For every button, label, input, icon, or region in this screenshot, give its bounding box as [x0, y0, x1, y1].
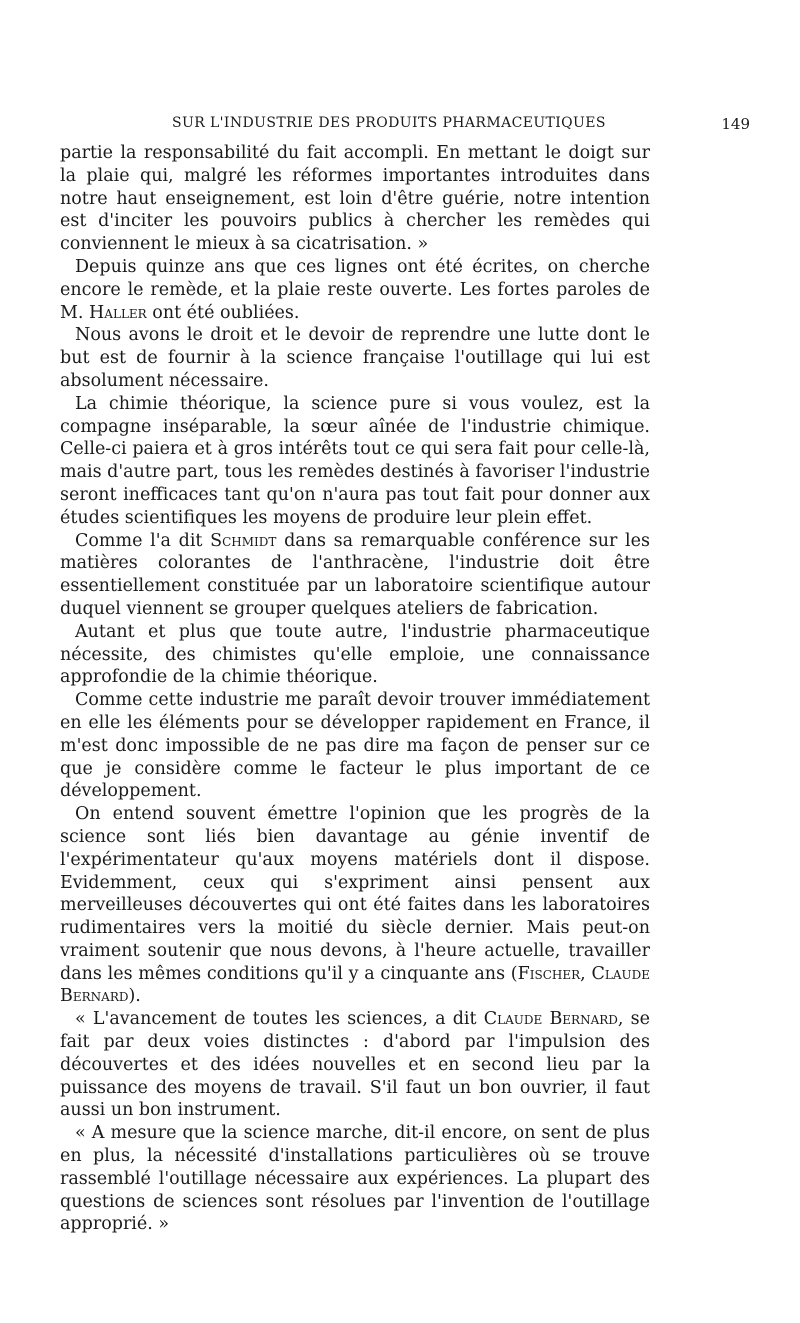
paragraph	[60, 1122, 650, 1236]
paragraph-text: ont été oubliées.	[146, 302, 300, 323]
author-name-schmidt: Schmidt	[210, 530, 277, 551]
paragraph	[60, 324, 650, 392]
paragraph-text: partie la responsabilité du fait accompli. En mettant le doigt sur la plaie qui, malgré les réformes importantes introduites dans notre haut enseignement, est loin d'être guérie, notre intention est d'inciter les pouvoirs publics à chercher les remèdes qui conviennent le mieux à sa cicatrisation. »	[60, 143, 650, 255]
paragraph-text: ).	[128, 986, 141, 1007]
paragraph	[60, 689, 650, 803]
paragraph-text: Nous avons le droit et le devoir de reprendre une lutte dont le but est de fournir à la science française l'outillage qui lui est absolument nécessaire.	[60, 325, 650, 391]
paragraph-text: « L'avancement de toutes les sciences, a dit	[75, 1009, 484, 1030]
paragraph-text: On entend souvent émettre l'opinion que les progrès de la science sont liés bien davantage au génie inventif de l'expérimentateur qu'aux moyens matériels dont il dispose. Evidemment, ceux qui s'expriment ainsi pensent aux merveilleuses découvertes qui ont été faites dans les laboratoires rudimentaires vers la moitié du siècle dernier. Mais peut-on vraiment soutenir que nous devons, à l'heure actuelle, travailler dans les mêmes conditions qu'il y a cinquante ans (	[60, 804, 650, 984]
running-head	[60, 115, 750, 139]
paragraph-text: Comme cette industrie me paraît devoir trouver immédiatement en elle les éléments pour se développer rapidement en France, il m'est donc impossible de ne pas dire ma façon de penser sur ce que je considère comme le facteur le plus important de ce développement.	[60, 690, 650, 802]
paragraph-text: ,	[580, 963, 592, 984]
author-name-claude-bernard: Claude Bernard	[483, 1009, 618, 1030]
paragraph	[60, 621, 650, 689]
paragraph-text: , se fait par deux voies distinctes : d'abord par l'impulsion des découvertes et des idées nouvelles et en second lieu par la puissance des moyens de travail. S'il faut un bon ouvrier, il faut aussi un bon instrument.	[60, 1009, 651, 1121]
body-text	[60, 142, 650, 1236]
paragraph-text: La chimie théorique, la science pure si vous voulez, est la compagne inséparable, la sœur aînée de l'industrie chimique. Celle-ci paiera et à gros intérêts tout ce qui sera fait pour celle-là, mais d'autre part, tous les remèdes destinés à favoriser l'industrie seront inefficaces tant qu'on n'aura pas tout fait pour donner aux études scientifiques les moyens de produire leur plein effet.	[60, 393, 650, 528]
paragraph	[60, 256, 650, 324]
paragraph-text: Depuis quinze ans que ces lignes ont été écrites, on cherche encore le remède, et la plaie reste ouverte. Les fortes paroles de M.	[60, 256, 650, 323]
paragraph-text: Comme l'a dit	[75, 530, 211, 551]
paragraph	[60, 393, 650, 530]
paragraph-text: dans sa remarquable conférence sur les matières colorantes de l'anthracène, l'industrie doit être essentiellement constituée par un laboratoire scientifique autour duquel viennent se grouper quelques ateliers de fabrication.	[60, 530, 650, 619]
paragraph	[60, 1008, 650, 1122]
author-name-claude-bernard: Claude Bernard	[60, 963, 650, 1007]
author-name-haller: Haller	[89, 302, 147, 323]
paragraph	[60, 803, 650, 1008]
page-number: 149	[721, 115, 750, 133]
author-name-fischer: Fischer	[517, 963, 581, 984]
running-title: SUR L'INDUSTRIE DES PRODUITS PHARMACEUTIQUES	[172, 115, 606, 131]
paragraph	[60, 142, 650, 256]
paragraph-text: Autant et plus que toute autre, l'industrie pharmaceutique nécessite, des chimistes qu'elle emploie, une connaissance approfondie de la chimie théorique.	[60, 621, 650, 688]
paragraph-text: « A mesure que la science marche, dit-il encore, on sent de plus en plus, la nécessité d'installations particulières où se trouve rassemblé l'outillage nécessaire aux expériences. La plupart des questions de sciences sont résolues par l'invention de l'outillage approprié. »	[60, 1123, 650, 1235]
paragraph	[60, 530, 650, 621]
